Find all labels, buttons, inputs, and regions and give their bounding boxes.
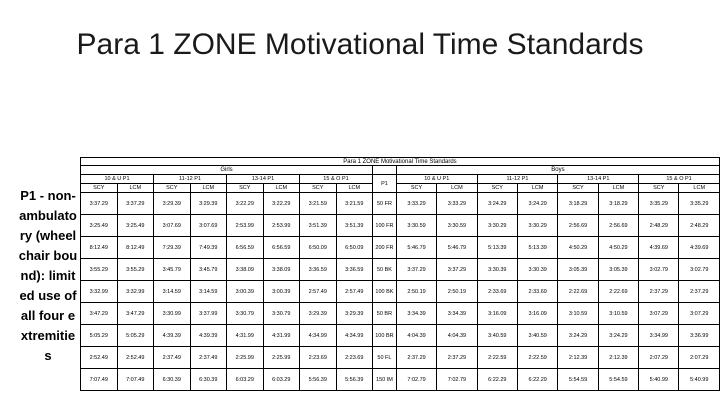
boys-time-cell: 2:12.39 <box>598 347 638 369</box>
girls-time-cell: 6:56.59 <box>227 237 264 259</box>
girls-time-cell: 6:30.39 <box>154 369 191 391</box>
girls-time-cell: 2:53.99 <box>227 215 264 237</box>
boys-time-cell: 6:22.29 <box>517 369 557 391</box>
girls-time-cell: 3:47.29 <box>81 303 118 325</box>
girls-time-cell: 3:29.39 <box>300 303 337 325</box>
boys-time-cell: 5:40.99 <box>679 369 720 391</box>
girls-course-header: LCM <box>336 184 373 193</box>
boys-time-cell: 4:39.69 <box>639 237 679 259</box>
girls-time-cell: 5:05.29 <box>117 325 154 347</box>
girls-time-cell: 4:39.39 <box>190 325 227 347</box>
event-cell: 50 BR <box>373 303 397 325</box>
girls-time-cell: 6:50.09 <box>300 237 337 259</box>
girls-time-cell: 6:30.39 <box>190 369 227 391</box>
boys-time-cell: 4:04.39 <box>396 325 436 347</box>
boys-time-cell: 2:48.29 <box>639 215 679 237</box>
girls-age-group-header: 15 & O P1 <box>300 175 373 184</box>
boys-time-cell: 3:30.39 <box>517 259 557 281</box>
boys-time-cell: 2:56.69 <box>558 215 598 237</box>
boys-time-cell: 2:12.39 <box>558 347 598 369</box>
event-cell: 150 IM <box>373 369 397 391</box>
table-row <box>81 215 720 237</box>
boys-time-cell: 3:16.09 <box>477 303 517 325</box>
boys-time-cell: 3:35.29 <box>679 193 720 215</box>
girls-time-cell: 2:52.49 <box>81 347 118 369</box>
boys-course-header: SCY <box>396 184 436 193</box>
boys-time-cell: 3:40.59 <box>477 325 517 347</box>
boys-time-cell: 3:18.29 <box>598 193 638 215</box>
boys-time-cell: 3:02.79 <box>679 259 720 281</box>
boys-time-cell: 3:34.99 <box>639 325 679 347</box>
girls-time-cell: 3:21.59 <box>336 193 373 215</box>
girls-time-cell: 3:55.29 <box>81 259 118 281</box>
girls-time-cell: 3:30.79 <box>263 303 300 325</box>
event-cell: 100 BK <box>373 281 397 303</box>
boys-time-cell: 2:22.69 <box>558 281 598 303</box>
event-cell: 100 FR <box>373 215 397 237</box>
girls-age-group-header: 11-12 P1 <box>154 175 227 184</box>
boys-time-cell: 3:05.39 <box>598 259 638 281</box>
girls-time-cell: 3:21.59 <box>300 193 337 215</box>
girls-time-cell: 3:38.09 <box>227 259 264 281</box>
girls-time-cell: 2:52.49 <box>117 347 154 369</box>
girls-time-cell: 3:29.39 <box>336 303 373 325</box>
girls-age-group-header: 13-14 P1 <box>227 175 300 184</box>
boys-time-cell: 2:50.19 <box>437 281 477 303</box>
boys-time-cell: 2:37.29 <box>396 347 436 369</box>
boys-time-cell: 3:35.29 <box>639 193 679 215</box>
boys-time-cell: 3:10.59 <box>598 303 638 325</box>
girls-time-cell: 5:05.29 <box>81 325 118 347</box>
girls-time-cell: 2:23.69 <box>300 347 337 369</box>
boys-time-cell: 7:02.79 <box>437 369 477 391</box>
boys-time-cell: 5:46.79 <box>396 237 436 259</box>
girls-time-cell: 3:22.29 <box>227 193 264 215</box>
boys-time-cell: 3:24.29 <box>558 325 598 347</box>
boys-course-header: SCY <box>639 184 679 193</box>
girls-time-cell: 6:03.29 <box>263 369 300 391</box>
girls-time-cell: 3:25.49 <box>117 215 154 237</box>
table-row <box>81 259 720 281</box>
girls-time-cell: 5:56.39 <box>336 369 373 391</box>
table-row <box>81 303 720 325</box>
event-cell: 50 BK <box>373 259 397 281</box>
boys-time-cell: 2:07.29 <box>679 347 720 369</box>
girls-time-cell: 4:34.99 <box>336 325 373 347</box>
course-row <box>81 184 720 193</box>
girls-time-cell: 3:32.99 <box>117 281 154 303</box>
boys-time-cell: 2:22.59 <box>477 347 517 369</box>
event-cell: 200 FR <box>373 237 397 259</box>
boys-time-cell: 4:50.29 <box>558 237 598 259</box>
event-column-header: P1 <box>373 175 397 193</box>
boys-age-group-header: 10 & U P1 <box>396 175 477 184</box>
boys-time-cell: 3:34.39 <box>437 303 477 325</box>
girls-course-header: LCM <box>263 184 300 193</box>
girls-time-cell: 2:37.49 <box>154 347 191 369</box>
table-row <box>81 237 720 259</box>
girls-time-cell: 7:49.39 <box>190 237 227 259</box>
girls-time-cell: 2:53.99 <box>263 215 300 237</box>
boys-time-cell: 3:07.29 <box>679 303 720 325</box>
girls-time-cell: 2:25.99 <box>263 347 300 369</box>
girls-time-cell: 4:39.39 <box>154 325 191 347</box>
boys-time-cell: 3:07.29 <box>639 303 679 325</box>
table-row <box>81 193 720 215</box>
girls-time-cell: 2:37.49 <box>190 347 227 369</box>
girls-time-cell: 3:00.39 <box>263 281 300 303</box>
girls-course-header: LCM <box>117 184 154 193</box>
girls-time-cell: 3:29.39 <box>190 193 227 215</box>
girls-time-cell: 3:30.99 <box>154 303 191 325</box>
boys-time-cell: 3:02.79 <box>639 259 679 281</box>
boys-time-cell: 2:37.29 <box>437 347 477 369</box>
boys-time-cell: 3:30.29 <box>477 215 517 237</box>
girls-course-header: SCY <box>300 184 337 193</box>
girls-time-cell: 4:31.99 <box>227 325 264 347</box>
girls-time-cell: 3:51.39 <box>300 215 337 237</box>
girls-time-cell: 3:22.29 <box>263 193 300 215</box>
girls-time-cell: 2:25.99 <box>227 347 264 369</box>
boys-time-cell: 2:07.29 <box>639 347 679 369</box>
girls-time-cell: 3:55.29 <box>117 259 154 281</box>
slide-title: Para 1 ZONE Motivational Time Standards <box>76 28 644 61</box>
girls-time-cell: 3:37.99 <box>190 303 227 325</box>
boys-time-cell: 5:46.79 <box>437 237 477 259</box>
table-row <box>81 325 720 347</box>
girls-age-group-header: 10 & U P1 <box>81 175 154 184</box>
boys-time-cell: 2:37.29 <box>679 281 720 303</box>
boys-time-cell: 5:13.39 <box>517 237 557 259</box>
boys-course-header: SCY <box>477 184 517 193</box>
boys-time-cell: 3:10.59 <box>558 303 598 325</box>
boys-course-header: LCM <box>437 184 477 193</box>
girls-time-cell: 3:38.09 <box>263 259 300 281</box>
boys-time-cell: 7:02.79 <box>396 369 436 391</box>
boys-time-cell: 3:05.39 <box>558 259 598 281</box>
boys-time-cell: 3:30.39 <box>477 259 517 281</box>
girls-time-cell: 6:03.29 <box>227 369 264 391</box>
girls-time-cell: 3:14.59 <box>154 281 191 303</box>
girls-course-header: SCY <box>154 184 191 193</box>
boys-time-cell: 5:54.59 <box>558 369 598 391</box>
girls-time-cell: 3:37.29 <box>81 193 118 215</box>
event-cell: 50 FL <box>373 347 397 369</box>
girls-time-cell: 3:07.69 <box>154 215 191 237</box>
girls-course-header: SCY <box>227 184 264 193</box>
boys-time-cell: 2:33.69 <box>477 281 517 303</box>
girls-time-cell: 8:12.49 <box>81 237 118 259</box>
boys-age-group-header: 15 & O P1 <box>639 175 720 184</box>
boys-time-cell: 2:33.69 <box>517 281 557 303</box>
girls-course-header: LCM <box>190 184 227 193</box>
girls-header: Girls <box>81 166 373 175</box>
age-group-row <box>81 175 720 184</box>
boys-time-cell: 3:24.29 <box>477 193 517 215</box>
boys-time-cell: 3:37.29 <box>396 259 436 281</box>
boys-time-cell: 2:56.69 <box>598 215 638 237</box>
boys-time-cell: 5:54.59 <box>598 369 638 391</box>
girls-time-cell: 3:29.39 <box>154 193 191 215</box>
table-caption-row <box>81 158 720 166</box>
boys-course-header: LCM <box>679 184 720 193</box>
girls-time-cell: 4:31.99 <box>263 325 300 347</box>
girls-time-cell: 3:51.39 <box>336 215 373 237</box>
boys-time-cell: 3:33.29 <box>437 193 477 215</box>
boys-time-cell: 5:40.99 <box>639 369 679 391</box>
girls-time-cell: 7:07.49 <box>81 369 118 391</box>
girls-time-cell: 2:23.69 <box>336 347 373 369</box>
girls-time-cell: 3:36.59 <box>336 259 373 281</box>
girls-time-cell: 3:37.29 <box>117 193 154 215</box>
girls-time-cell: 3:14.59 <box>190 281 227 303</box>
boys-course-header: LCM <box>598 184 638 193</box>
boys-time-cell: 3:37.29 <box>437 259 477 281</box>
table-row <box>81 369 720 391</box>
girls-time-cell: 3:25.49 <box>81 215 118 237</box>
boys-time-cell: 2:22.59 <box>517 347 557 369</box>
girls-time-cell: 6:50.09 <box>336 237 373 259</box>
boys-time-cell: 3:16.09 <box>517 303 557 325</box>
girls-time-cell: 5:56.39 <box>300 369 337 391</box>
event-cell: 50 FR <box>373 193 397 215</box>
boys-course-header: SCY <box>558 184 598 193</box>
boys-time-cell: 2:22.69 <box>598 281 638 303</box>
standards-table <box>80 157 720 391</box>
girls-time-cell: 2:57.49 <box>336 281 373 303</box>
girls-time-cell: 3:36.59 <box>300 259 337 281</box>
girls-time-cell: 3:45.79 <box>190 259 227 281</box>
girls-time-cell: 6:56.59 <box>263 237 300 259</box>
boys-header: Boys <box>396 166 719 175</box>
boys-time-cell: 2:37.29 <box>639 281 679 303</box>
boys-time-cell: 3:24.29 <box>598 325 638 347</box>
boys-time-cell: 3:30.59 <box>437 215 477 237</box>
girls-time-cell: 7:07.49 <box>117 369 154 391</box>
girls-time-cell: 3:00.39 <box>227 281 264 303</box>
boys-time-cell: 3:34.39 <box>396 303 436 325</box>
boys-time-cell: 5:13.39 <box>477 237 517 259</box>
boys-time-cell: 3:40.59 <box>517 325 557 347</box>
girls-time-cell: 7:29.39 <box>154 237 191 259</box>
boys-time-cell: 4:50.29 <box>598 237 638 259</box>
girls-time-cell: 8:12.49 <box>117 237 154 259</box>
gender-spacer <box>373 166 397 175</box>
table-row <box>81 347 720 369</box>
girls-time-cell: 3:45.79 <box>154 259 191 281</box>
boys-time-cell: 3:30.59 <box>396 215 436 237</box>
girls-time-cell: 3:07.69 <box>190 215 227 237</box>
girls-time-cell: 2:57.49 <box>300 281 337 303</box>
boys-time-cell: 2:50.19 <box>396 281 436 303</box>
girls-course-header: SCY <box>81 184 118 193</box>
boys-age-group-header: 13-14 P1 <box>558 175 639 184</box>
boys-time-cell: 3:33.29 <box>396 193 436 215</box>
boys-time-cell: 3:24.29 <box>517 193 557 215</box>
girls-time-cell: 3:30.79 <box>227 303 264 325</box>
table-row <box>81 281 720 303</box>
girls-time-cell: 3:47.29 <box>117 303 154 325</box>
boys-time-cell: 4:04.39 <box>437 325 477 347</box>
boys-time-cell: 4:39.69 <box>679 237 720 259</box>
table-caption: Para 1 ZONE Motivational Time Standards <box>81 158 720 166</box>
boys-time-cell: 6:22.29 <box>477 369 517 391</box>
girls-time-cell: 4:34.99 <box>300 325 337 347</box>
boys-time-cell: 3:36.99 <box>679 325 720 347</box>
gender-header-row <box>81 166 720 175</box>
boys-course-header: LCM <box>517 184 557 193</box>
boys-age-group-header: 11-12 P1 <box>477 175 558 184</box>
boys-time-cell: 3:18.29 <box>558 193 598 215</box>
girls-time-cell: 3:32.99 <box>81 281 118 303</box>
event-cell: 100 BR <box>373 325 397 347</box>
boys-time-cell: 2:48.29 <box>679 215 720 237</box>
boys-time-cell: 3:30.29 <box>517 215 557 237</box>
side-label: P1 - non-ambulatory (wheelchair bound): limited use of all four extremities <box>18 188 78 363</box>
